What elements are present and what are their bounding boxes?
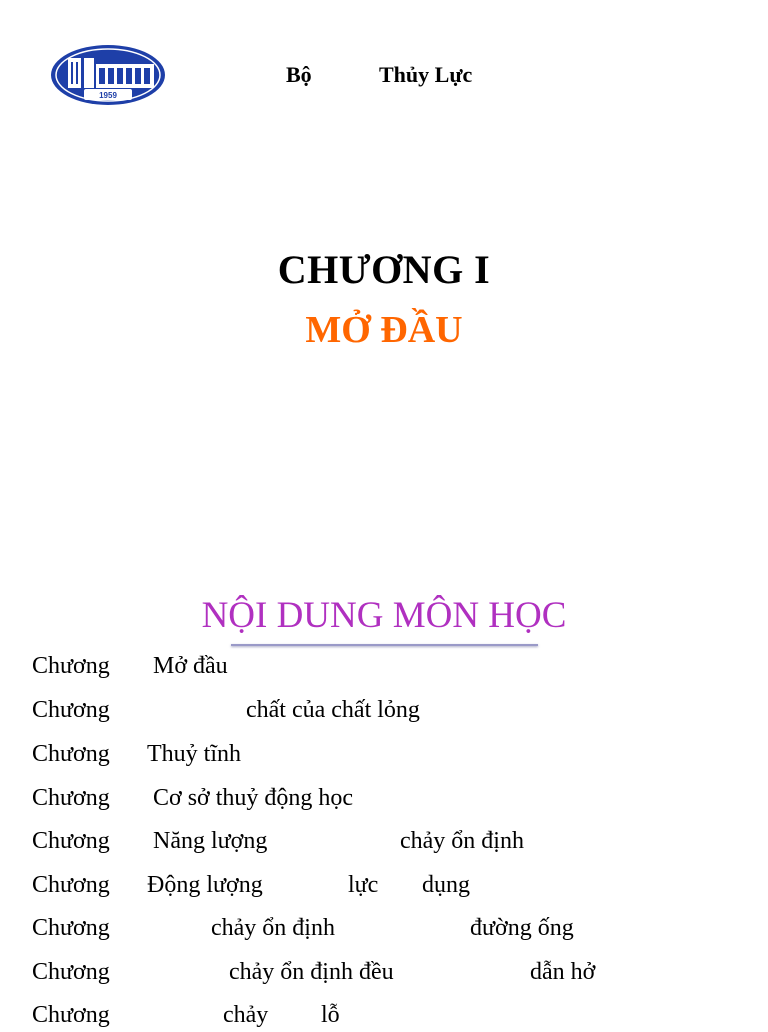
toc-row-text: Mở đầu (153, 653, 228, 679)
toc-row-label: Chương (32, 653, 110, 679)
toc-row-text: lực (348, 872, 379, 898)
toc-row (0, 1002, 768, 1032)
toc-row-text: Năng lượng (153, 828, 268, 854)
chapter-subtitle: MỞ ĐẦU (305, 309, 463, 351)
toc-row-text: Cơ sở thuỷ động học (153, 785, 354, 811)
toc-row-label: Chương (32, 1002, 110, 1028)
toc-row-label: Chương (32, 872, 110, 898)
toc-row-label: Chương (32, 741, 110, 767)
toc-row (0, 741, 768, 771)
toc-row-text: lỗ (321, 1002, 340, 1028)
toc-row-text: chảy ổn định (400, 828, 524, 854)
toc-row-text: chảy ổn định đều (229, 959, 394, 985)
toc-row (0, 828, 768, 858)
toc-row (0, 872, 768, 902)
toc-row-label: Chương (32, 697, 110, 723)
toc-row-label: Chương (32, 828, 110, 854)
university-logo (50, 44, 166, 106)
toc-row (0, 915, 768, 945)
toc-row-text: Thuỷ tĩnh (147, 741, 241, 767)
toc-row-label: Chương (32, 785, 110, 811)
toc-row-text: chảy ổn định (211, 915, 335, 941)
toc-row (0, 653, 768, 683)
contents-title: NỘI DUNG MÔN HỌC (201, 595, 567, 636)
contents-title-underline (231, 644, 538, 646)
chapter-title: CHƯƠNG I (277, 247, 491, 292)
toc-row-text: dụng (422, 872, 470, 898)
toc-row-text: Động lượng (147, 872, 263, 898)
toc-row (0, 697, 768, 727)
toc-row (0, 959, 768, 989)
header-title-part2: Thủy Lực (379, 62, 473, 87)
toc-row-text: dẫn hở (530, 959, 596, 985)
toc-row (0, 785, 768, 815)
toc-row-label: Chương (32, 915, 110, 941)
toc-row-text: đường ống (470, 915, 574, 941)
toc-row-text: chất của chất lỏng (246, 697, 420, 723)
header-title-part1: Bộ (286, 62, 312, 87)
toc-row-label: Chương (32, 959, 110, 985)
toc-row-text: chảy (223, 1002, 269, 1028)
logo-year: 1959 (99, 91, 117, 100)
